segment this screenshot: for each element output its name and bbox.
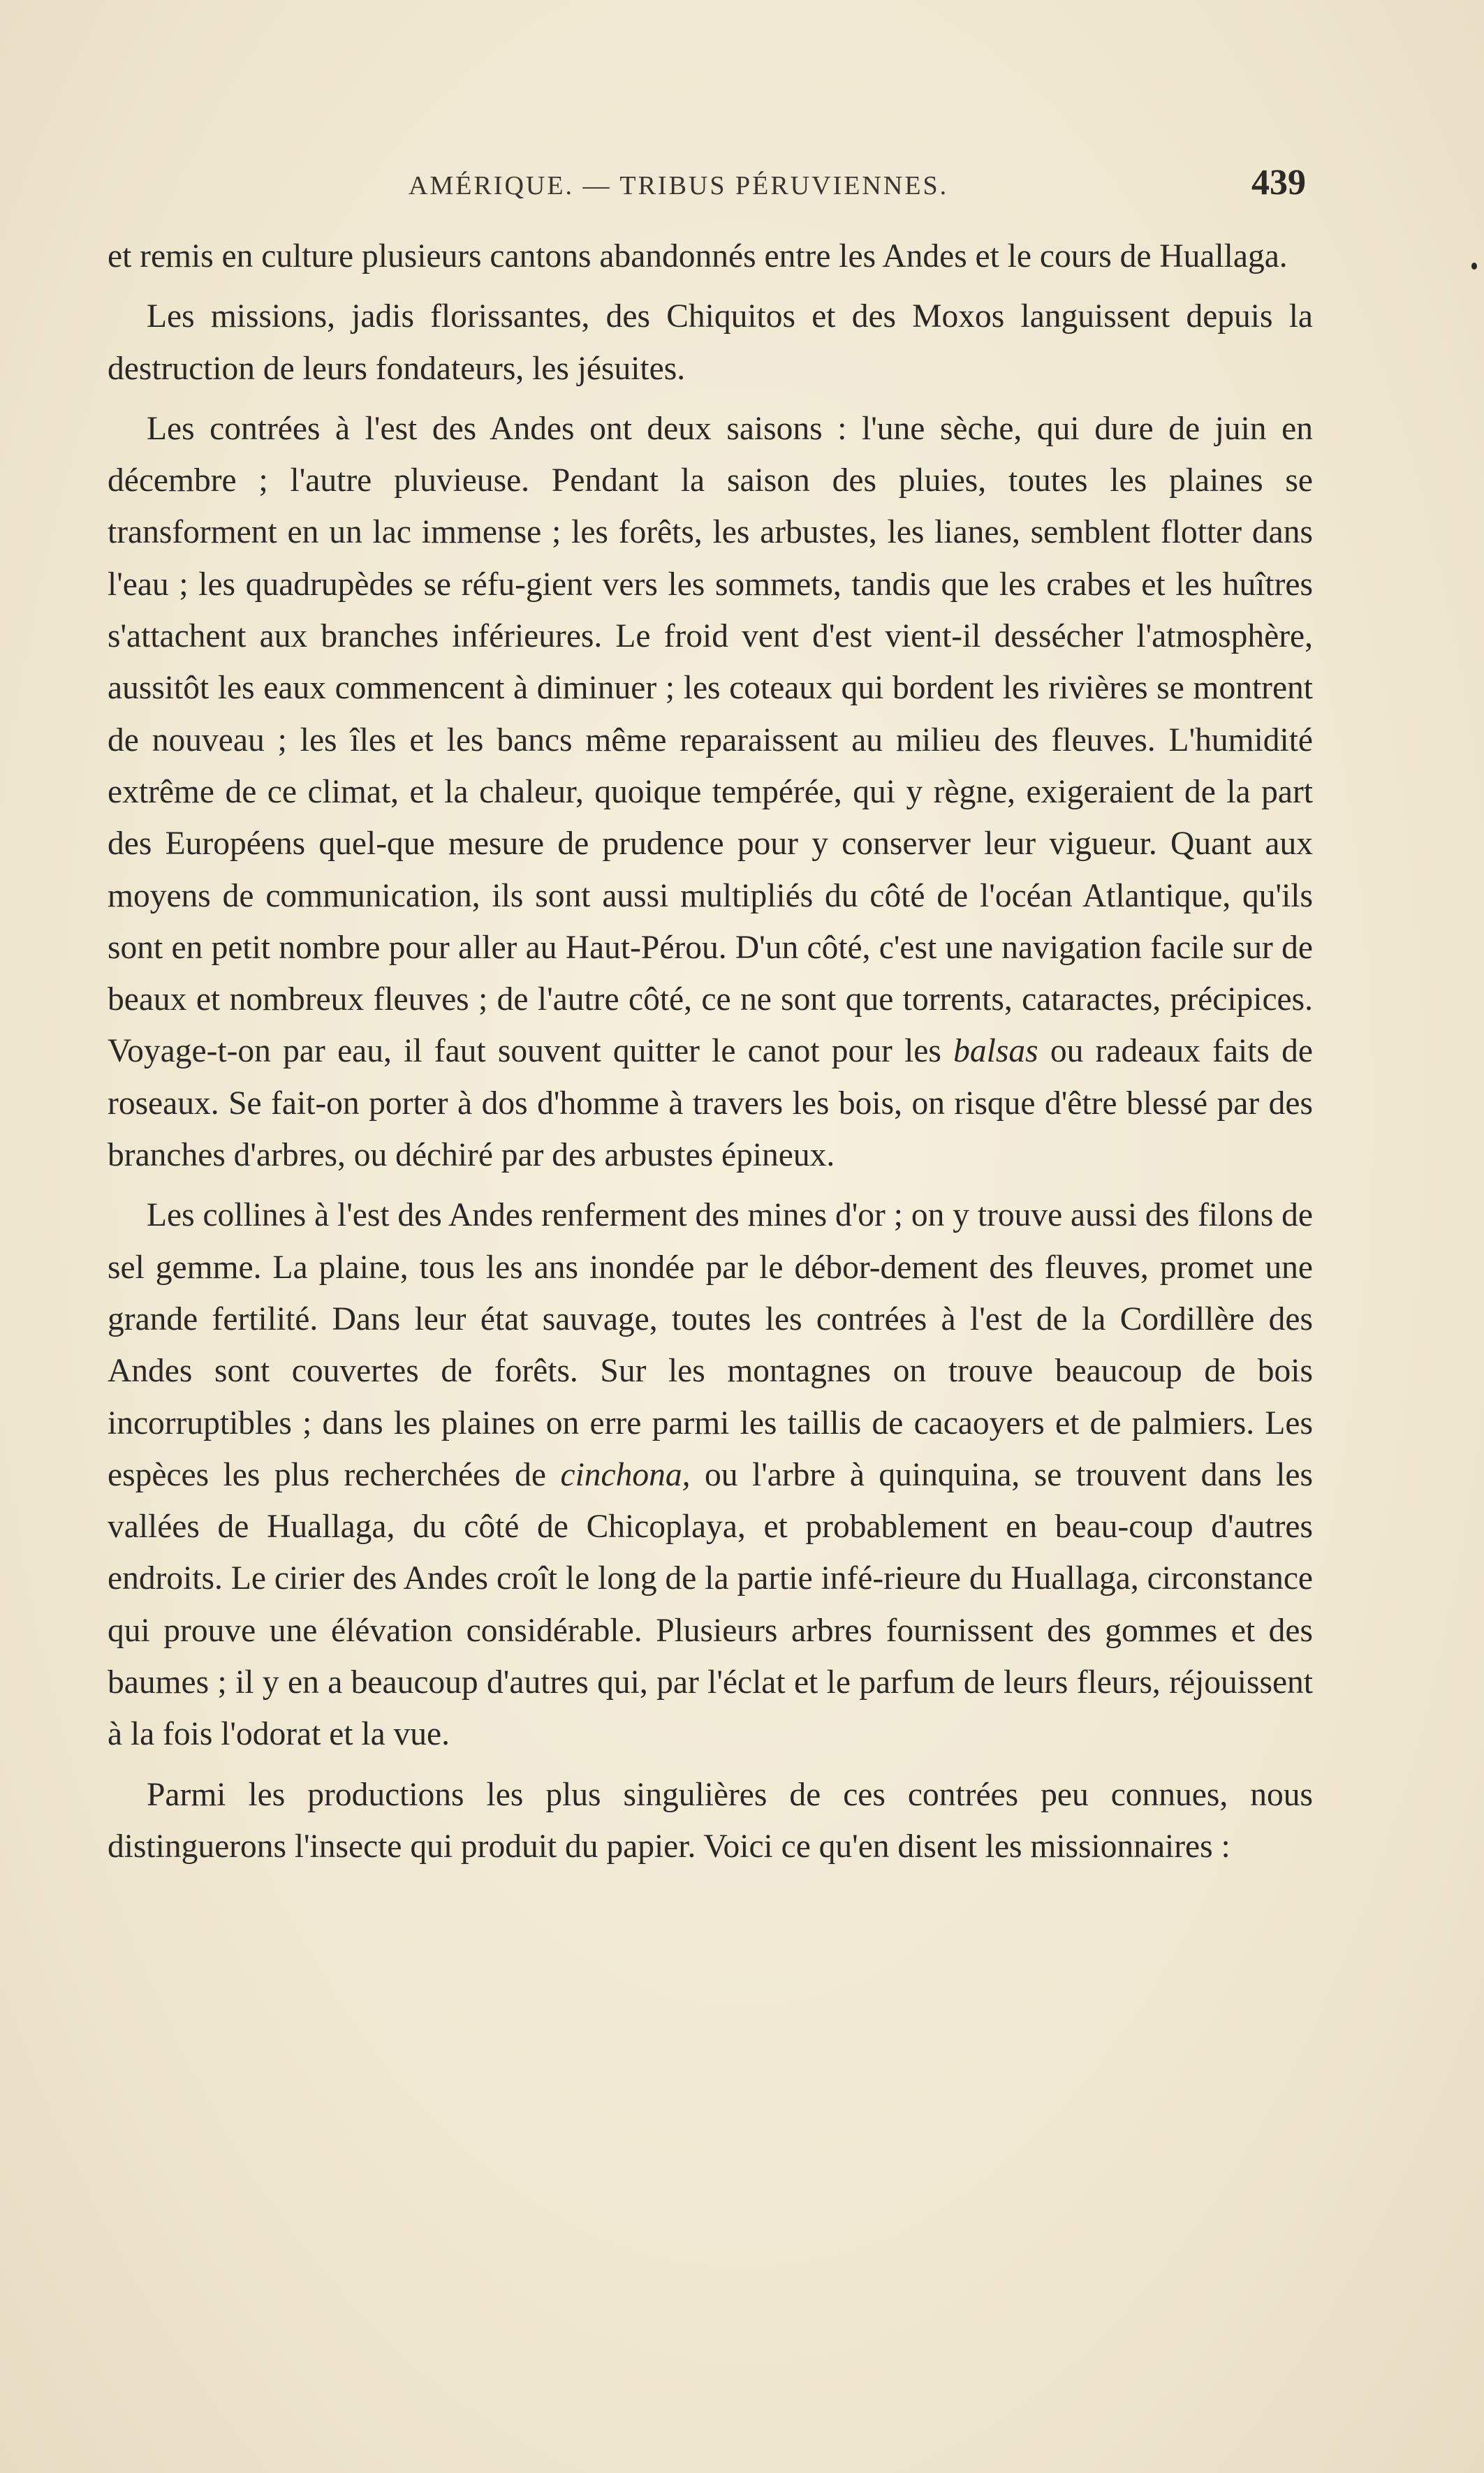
page-number: 439 xyxy=(1251,163,1306,203)
paragraph-text: Les contrées à l'est des Andes ont deux saisons : l'une sèche, qui dure de juin en décembre ; l'autre pluvieuse. Pendant la saison des pluies, toutes les plaines se transforment en un lac immense ; les forêts, les arbustes, les lianes, semblent flotter dans l'eau ; les quadrupèdes se réfu-gient vers les sommets, tandis que les crabes et les huîtres s'attachent aux branches inférieures. Le froid vent d'est vient-il dessécher l'atmosphère, aussitôt les eaux commencent à diminuer ; les coteaux qui bordent les rivières se montrent de nouveau ; les îles et les bancs même reparaissent au milieu des fleuves. L'humidité extrême de ce climat, et la chaleur, quoique tempérée, qui y règne, exigeraient de la part des Européens quel-que mesure de prudence pour y conserver leur vigueur. Quant aux moyens de communication, ils sont aussi multipliés du côté de l'océan Atlantique, qu'ils sont en petit nombre pour aller au Haut-Pérou. D'un côté, c'est une navigation facile sur de beaux et nombreux fleuves ; de l'autre côté, ce ne sont que torrents, cataractes, précipices. Voyage-t-on par eau, il faut souvent quitter le canot pour les xyxy=(108,410,1313,1070)
paragraph-text: ou l'arbre à quinquina, se trouvent dans les vallées de Huallaga, du côté de Chicoplaya, et probablement en beau-coup d'autres endroits. Le cirier des Andes croît le long de la partie infé-rieure du Huallaga, circonstance qui prouve une élévation considérable. Plusieurs arbres fournissent des gommes et des baumes ; il y en a beaucoup d'autres qui, par l'éclat et le parfum de leurs fleurs, réjouissent à la fois l'odorat et la vue. xyxy=(108,1456,1314,1753)
paragraph-missions: Les missions, jadis florissantes, des Chiquitos et des Moxos languissent depuis la destruction de leurs fondateurs, les jésuites. xyxy=(108,298,1313,387)
paragraph-continuation: et remis en culture plusieurs cantons abandonnés entre les Andes et le cours de Huallaga. xyxy=(108,238,1288,274)
italic-term: cinchona, xyxy=(560,1456,691,1493)
margin-ink-dot xyxy=(1471,263,1477,270)
running-title: AMÉRIQUE. — TRIBUS PÉRUVIENNES. xyxy=(409,171,949,200)
paragraph-text: Les collines à l'est des Andes renferment des mines d'or ; on y trouve aussi des filons de sel gemme. La plaine, tous les ans inondée par le débor-dement des fleuves, promet une grande fertilité. Dans leur état sauvage, toutes les contrées à l'est de la Cordillère des Andes sont couvertes de forêts. Sur les montagnes on trouve beaucoup de bois incorruptibles ; dans les plaines on erre parmi les taillis de cacaoyers et de palmiers. Les espèces les plus recherchées de xyxy=(108,1197,1314,1493)
body-text xyxy=(108,230,1313,1872)
paragraph-seasons xyxy=(108,403,1313,1181)
italic-term: balsas xyxy=(953,1033,1038,1070)
paragraph-hills xyxy=(108,1189,1313,1760)
paragraph-text: ou radeaux faits de roseaux. Se fait-on porter à dos d'homme à travers les bois, on risque d'être blessé par des branches d'arbres, ou déchiré par des arbustes épineux. xyxy=(108,1033,1314,1174)
page-header xyxy=(0,162,1484,204)
paragraph-insect: Parmi les productions les plus singulières de ces contrées peu connues, nous distinguerons l'insecte qui produit du papier. Voici ce qu'en disent les missionnaires : xyxy=(108,1776,1313,1865)
